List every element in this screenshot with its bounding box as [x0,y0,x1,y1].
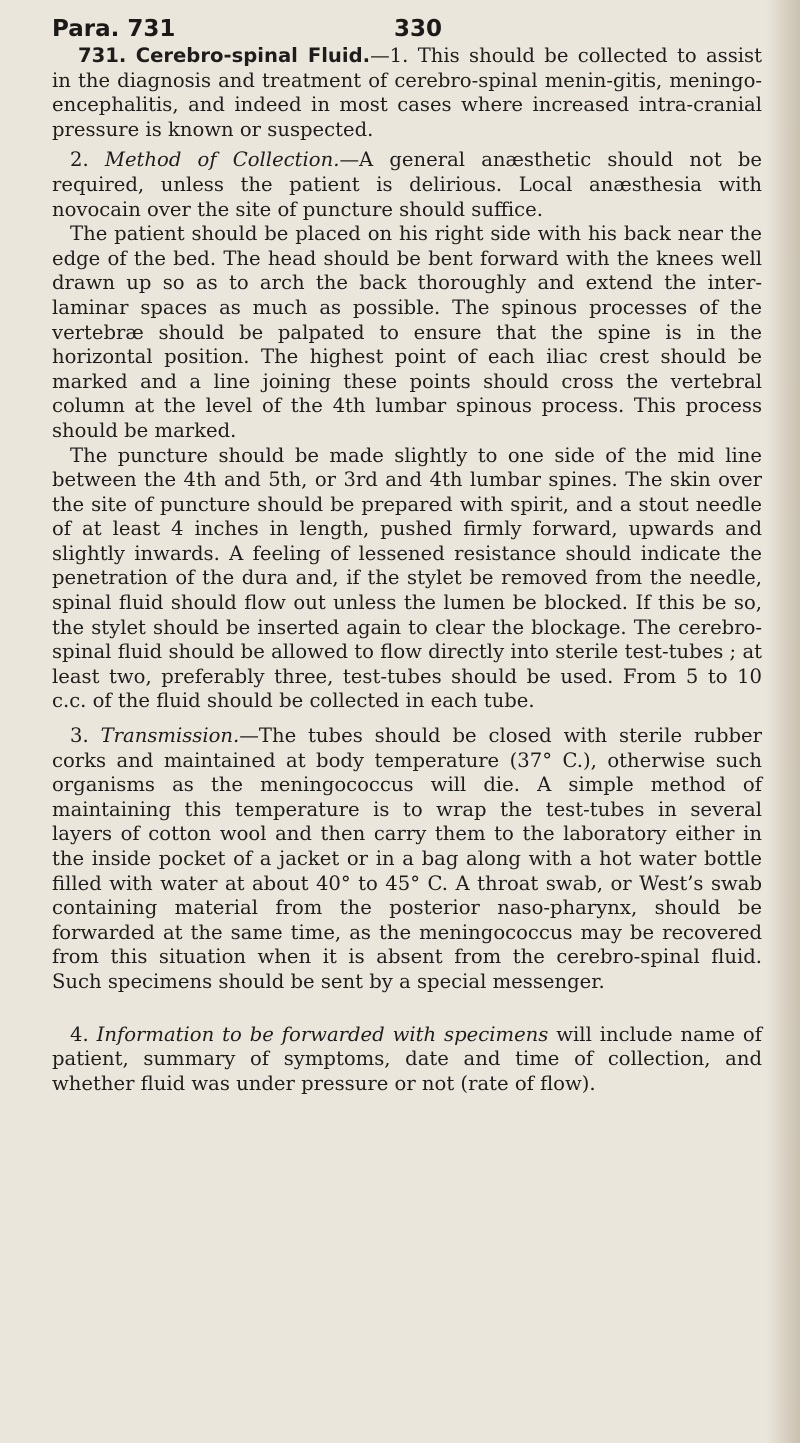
method-heading: Method of Collection. [104,148,340,172]
transmission-text: —The tubes should be closed with sterile rubber corks and maintained at body temperature (37° C.), otherwise such organisms as the meningococcus will die. A simple method of maintaining this temperature is to wrap the test-tubes in several layers of cotton wool and then carry them to the laboratory either in the inside pocket of a jacket or in a bag along with a hot water bottle filled with water at about 40° to 45° C. A throat swab, or West’s swab containing material from the posterior naso-pharynx, should be forwarded at the same time, as the meningococcus may be recovered from this situation when it is absent from the cerebro-spinal fluid. Such specimens should be sent by a special messenger. [52,724,762,993]
running-head [52,8,752,48]
running-head-para-label: Para. 731 [52,16,176,42]
transmission-heading: Transmission. [100,724,240,748]
information-number: 4. [70,1022,89,1046]
transmission-paragraph [52,724,762,995]
information-text: will include name of patient, summary of symptoms, date and time of collection, and whether fluid was under pressure or not (rate of flow). [52,1022,762,1095]
page-edge-shadow [766,0,800,1443]
positioning-paragraph: The patient should be placed on his right side with his back near the edge of the bed. The head should be bent forward with the knees well drawn up so as to arch the back thoroughly and extend the inter-laminar spaces as much as possible. The spinous processes of the vertebræ should be palpated to ensure that the spine is in the horizontal position. The highest point of each iliac crest should be marked and a line joining these points should cross the vertebral column at the level of the 4th lumbar spinous process. This process should be marked. [52,222,762,442]
information-paragraph [52,1023,762,1097]
text-block [52,44,762,1096]
transmission-number: 3. [70,724,89,748]
page-number: 330 [394,16,443,42]
method-number: 2. [70,148,89,172]
method-paragraph [52,148,762,222]
method-lead-text: —A general anæsthetic should not be required, unless the patient is delirious. Local anæsthesia with novocain over the site of puncture should suffice. [52,148,762,221]
section-number: 731. [78,44,127,67]
puncture-paragraph: The puncture should be made slightly to one side of the mid line between the 4th and 5th, or 3rd and 4th lumbar spines. The skin over the site of puncture should be prepared with spirit, and a stout needle of at least 4 inches in length, pushed firmly forward, upwards and slightly inwards. A feeling of lessened resistance should indicate the penetration of the dura and, if the stylet be removed from the needle, spinal fluid should flow out unless the lumen be blocked. If this be so, the stylet should be inserted again to clear the blockage. The cerebro-spinal fluid should be allowed to flow directly into sterile test-tubes ; at least two, preferably three, test-tubes should be used. From 5 to 10 c.c. of the fluid should be collected in each tube. [52,443,762,713]
information-heading: Information to be forwarded with specimens [96,1022,549,1046]
section-title: Cerebro-spinal Fluid. [135,44,371,67]
section-731-paragraph [52,44,762,142]
section-intro-text: —1. This should be collected to assist in the diagnosis and treatment of cerebro-spinal menin-gitis, meningo-encephalitis, and indeed in most cases where increased intra-cranial pressure is known or suspected. [52,44,762,141]
